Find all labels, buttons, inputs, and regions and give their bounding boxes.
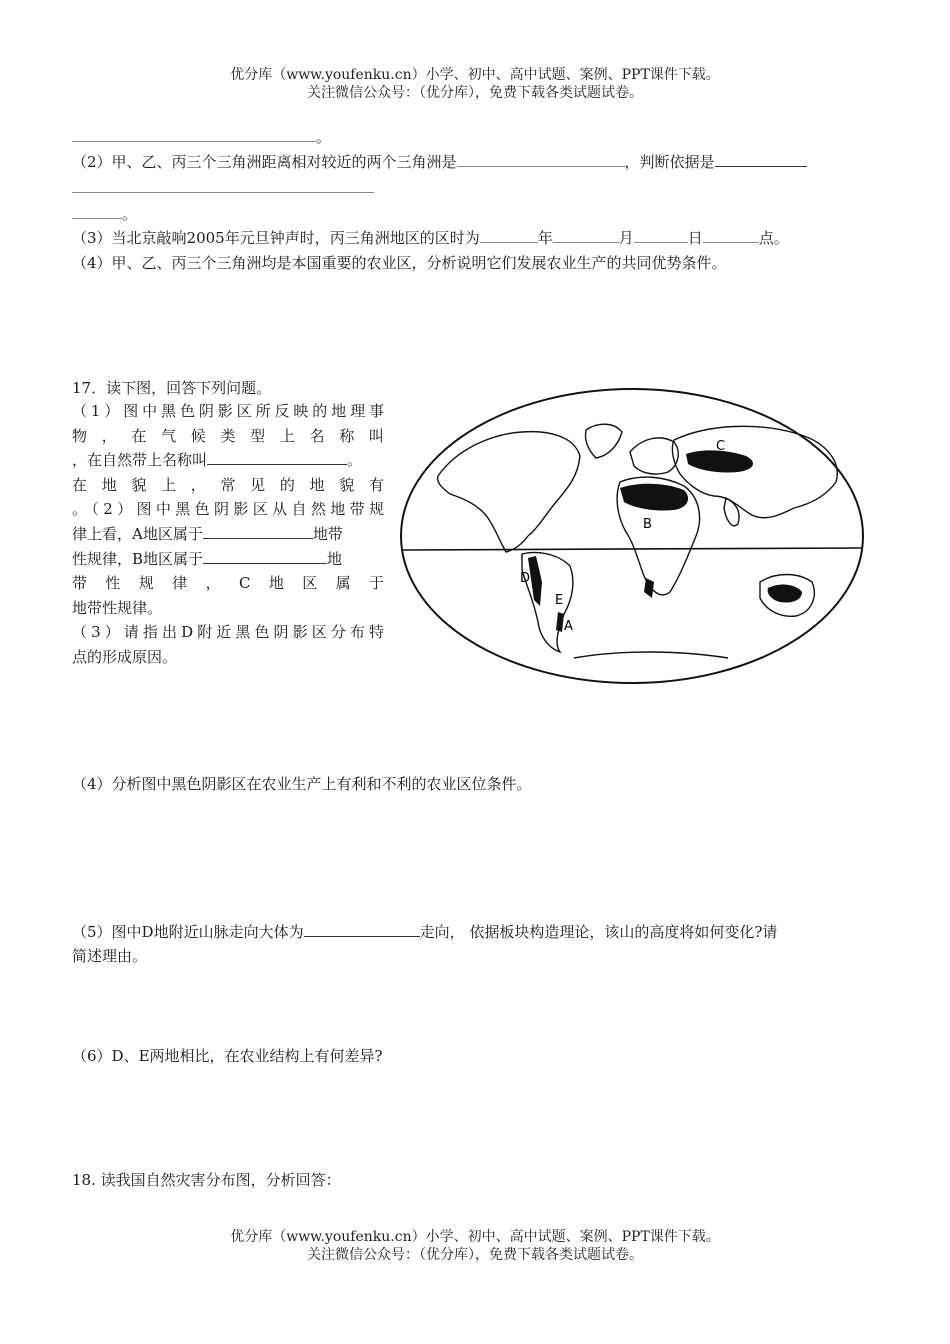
q17-part6: （6）D、E两地相比，在农业结构上有何差异? [72,1047,383,1065]
q17-part5-line1: （5）图中D地附近山脉走向大体为 走向， 依据板块构造理论，该山的高度将如何变化?请 [72,923,778,941]
q16-part3: （3）当北京敲响2005年元旦钟声时，丙三角洲地区的区时为 年 月 日 点。 [72,229,789,247]
q17-line: ，在自然带上名称叫 。 [72,451,363,470]
footer-line-1: 优分库（www.youfenku.cn）小学、初中、高中试题、案例、PPT课件下载。 [230,1229,720,1245]
page-header [0,66,950,102]
answer-blank[interactable] [457,152,625,167]
map-label-c: C [716,439,726,454]
answer-blank[interactable] [72,204,122,219]
q17-line: （3）请指出D附近黑色阴影区分布特 [72,623,384,642]
answer-blank[interactable] [703,228,759,243]
q17-line: 点的形成原因。 [72,647,178,666]
footer-line-2: 关注微信公众号：（优分库），免费下载各类试题试卷。 [307,1247,643,1263]
q18-title: 18. 读我国自然灾害分布图，分析回答： [72,1171,341,1189]
answer-blank[interactable] [304,922,420,937]
answer-blank[interactable] [634,228,688,243]
header-line-1: 优分库（www.youfenku.cn）小学、初中、高中试题、案例、PPT课件下载。 [230,67,720,83]
q17-line-spread: 在 地 貌 上 ， 常 见 的 地 貌 有 [72,475,384,494]
q16-answer-line-1: 。 [72,127,331,147]
answer-blank[interactable] [72,127,316,142]
answer-blank[interactable] [553,228,619,243]
q16-answer-line-2 [72,178,374,198]
header-line-2: 关注微信公众号：（优分库），免费下载各类试题试卷。 [307,85,643,101]
answer-blank[interactable] [480,228,538,243]
q16-part2: （2）甲、乙、丙三个三角洲距离相对较近的两个三角洲是 ，判断依据是 [72,152,807,172]
q17-line: 律上看，A地区属于 地带 [72,524,343,543]
answer-blank[interactable] [715,152,807,167]
answer-blank[interactable] [207,450,347,465]
q17-left-column [72,399,384,670]
q17-line-spread: 物 ， 在 气 候 类 型 上 名 称 叫 [72,426,384,445]
q17-part5-line2: 简述理由。 [72,947,148,965]
q16-part4: （4）甲、乙、丙三个三角洲均是本国重要的农业区，分析说明它们发展农业生产的共同优势条件。 [72,254,727,272]
answer-blank[interactable] [203,524,313,539]
q17-line: 地带性规律。 [72,598,163,617]
map-label-e: E [555,593,564,608]
world-map-figure [398,386,866,688]
answer-blank[interactable] [72,178,374,193]
q17-line: 。（2）图中黑色阴影区从自然地带规 [72,500,384,519]
q17-title: 17．读下图，回答下列问题。 [72,379,272,397]
q17-line-spread: 带 性 规 律 ， C 地 区 属 于 [72,574,384,593]
q17-line: （1）图中黑色阴影区所反映的地理事 [72,402,384,420]
map-label-b: B [643,517,652,532]
q16-answer-line-3: 。 [72,204,137,224]
q17-line: 性规律，B地区属于 地 [72,549,343,568]
page-footer [0,1228,950,1264]
map-label-d: D [520,571,531,586]
answer-blank[interactable] [203,549,327,564]
q17-part4: （4）分析图中黑色阴影区在农业生产上有利和不利的农业区位条件。 [72,775,532,793]
map-label-a: A [564,619,573,634]
